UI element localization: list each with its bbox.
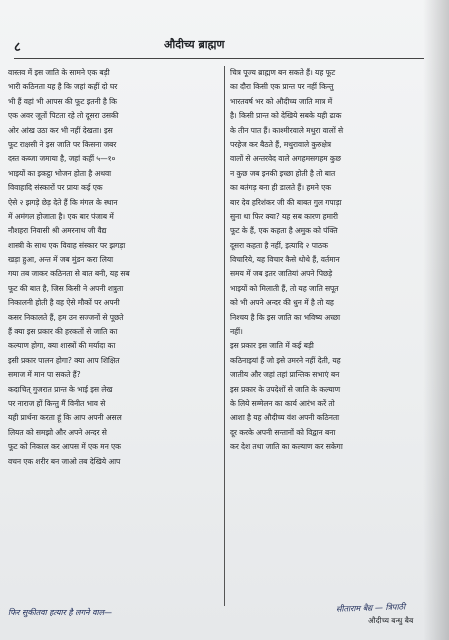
text-line: सुना था फिर क्या? यह सब कारण हमारी	[230, 211, 338, 221]
text-line: बार देव हरिशंकर जी की बाबत गुल गपाड़ा	[230, 197, 342, 207]
text-line: विवाहादि संस्कारों पर प्रायः कई एक	[8, 183, 103, 193]
text-line: का बतंगड़ बना ही डालते हैं। हमने एक	[230, 183, 331, 193]
text-line: विचारिये, यह विचार कैसे थोथे हैं, वर्तमान	[230, 255, 340, 265]
text-line: हैं क्या इस प्रकार की हरकतों से जाति का	[8, 327, 118, 337]
text-line: गया तब जाकर कठिनता से बात बनी, यह सब	[8, 269, 130, 279]
text-line: यही प्रार्थना करता हूं कि आप अपनी असल	[8, 413, 122, 423]
signature: सीताराम बैद्य — त्रिपाठी	[335, 602, 406, 614]
text-line: एक अवर जूतों पिटता रहे तो दूसरा उसकी	[8, 111, 119, 121]
text-line: फूट राक्षसी ने इस जाति पर किसना जबर	[8, 139, 117, 149]
text-line: इसी प्रकार पालन होगा? क्या आप शिक्षित	[8, 355, 120, 365]
text-line: फूट की बात है, जिस किसी ने अपनी शत्रुता	[8, 283, 124, 293]
text-line: जातीय और जहां तहां प्रान्तिक सभाएं बन	[230, 370, 340, 380]
text-line: भी हैं वहां भी आपस की फूट इतनी है कि	[8, 96, 117, 106]
handwritten-note: फिर सुकीतवा हत्यार है लगने वाल—	[8, 608, 113, 617]
text-line: खड़ा हुआ, अन्त में जब मुंडन करा लिया	[8, 255, 114, 265]
text-line: दूसरा कहता है नहीं, इत्यादि २ पाठक	[230, 240, 328, 250]
text-line: पर नाराज हों किन्तु मैं विनीत भाव से	[8, 398, 106, 408]
column-divider	[224, 66, 225, 606]
text-line: इस प्रकार के उपदेशों से जाति के कल्याण	[230, 384, 340, 394]
text-line: लियत को समझो और अपने अन्दर से	[8, 427, 107, 437]
author-line: औदीच्य बन्धु बैब	[368, 616, 414, 625]
text-line: का दौरा किसी एक प्रान्त पर नहीं किन्तु	[230, 82, 334, 92]
running-head: औदीच्य ब्राह्मण	[164, 38, 225, 51]
text-line: वचन एक शरीर बन जाओ तब देखिये आप	[8, 456, 121, 466]
header-rule	[14, 58, 424, 59]
text-line: समाज में मान पा सकते हैं?	[8, 370, 81, 380]
text-line: इस प्रकार इस जाति में कई बड़ी	[230, 341, 314, 351]
text-line: निकालनी होती है वह ऐसे मौकों पर अपनी	[8, 298, 120, 308]
text-line: भाइयों का इकट्ठा भोजन होता है अथवा	[8, 168, 112, 178]
text-line: चित्र पूज्य ब्राह्मण बन सकते हैं। यह फूट	[230, 68, 336, 77]
left-column	[8, 66, 220, 469]
text-line: कदाचित् गुजरात प्रान्त के भाई इस लेख	[8, 384, 113, 394]
text-line: दूर करके अपनी सन्तानों को विद्वान बना	[230, 427, 336, 437]
text-line: फूट को निकाल कर आपस में एक मन एक	[8, 442, 121, 452]
text-line: ऐसे २ झगड़े छेड़ देते हैं कि मंगल के स्थान	[8, 197, 118, 207]
text-line: कर देश तथा जाति का कल्याण कर सकेगा	[230, 442, 343, 452]
text-line: निश्चय है कि इस जाति का भविष्य अच्छा	[230, 312, 341, 322]
text-line: परहेज कर बैठते हैं, मथुरावाले कुरुक्षेत्र	[230, 139, 331, 149]
text-line: वास्तव में इस जाति के सामने एक बड़ी	[8, 68, 110, 77]
text-line: के तीन पात हैं। काश्मीरवाले मथुरा वालों से	[230, 125, 344, 135]
text-line: न कुछ जब इनकी इच्छा होती है तो बात	[230, 168, 336, 178]
text-line: वालों से अन्तरवेद वाले अगहमसगहम कुछ	[230, 154, 341, 164]
text-line: कठिनाइयां हैं जो इसे उमरने नहीं देती, यह	[230, 355, 341, 365]
right-column	[230, 66, 430, 455]
text-line: में अमंगल होजाता है। एक बार पंजाब में	[8, 211, 114, 221]
text-line: समय में जब इतर जातियां अपने पिछड़े	[230, 269, 333, 279]
text-line: को भी अपने अन्दर की धुन में है तो यह	[230, 298, 334, 308]
text-line: कसर निकालते हैं, हम उन सज्जनों से पूछते	[8, 312, 124, 322]
text-line: फूट के हैं, एक कहता है अमुक को पंक्ति	[230, 226, 338, 236]
text-line: आशा है यह औदीच्य वंश अपनी कठिनता	[230, 413, 340, 423]
text-line: कल्याण होगा, क्या शास्त्रों की मर्यादा का	[8, 341, 116, 351]
text-line: दस्त कब्जा जमाया है, जहां कहीं ५—१०	[8, 154, 116, 164]
text-line: नौशहरा निवासी श्री अमरनाथ जी वैद्य	[8, 226, 107, 236]
text-line: भारतवर्ष भर को औदीच्य जाति मात्र में	[230, 96, 333, 106]
page-number: ८	[14, 40, 21, 55]
text-line: शास्त्री के साथ एक विवाह संस्कार पर झगड़ा	[8, 240, 126, 250]
text-line: के लिये सम्मेलन का कार्य आरंभ करें तो	[230, 398, 335, 408]
page-header	[14, 34, 424, 54]
text-line: भारी कठिनता यह है कि जहां कहीं दो घर	[8, 82, 118, 92]
text-line: भाइयों को मिलाती हैं, तो यह जाति सपूत	[230, 283, 339, 293]
text-line: ओर आंख उठा कर भी नहीं देखता। इस	[8, 125, 113, 135]
text-line: है। किसी प्रान्त को देखिये सबके यही ढाक	[230, 111, 342, 121]
text-line: नहीं।	[230, 327, 243, 337]
